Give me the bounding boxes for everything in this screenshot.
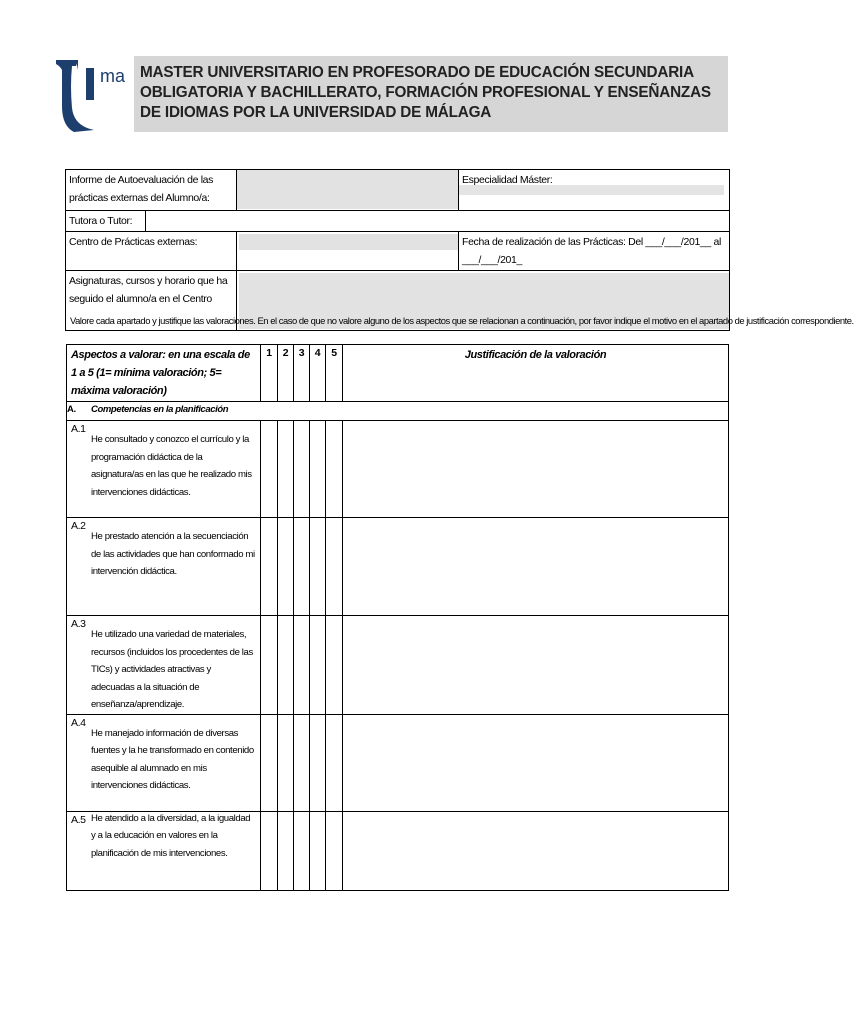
score-cell-5[interactable] — [326, 421, 343, 518]
evaluation-table — [66, 344, 729, 891]
page-title: MASTER UNIVERSITARIO EN PROFESORADO DE EDUCACIÓN SECUNDARIA OBLIGATORIA Y BACHILLERATO, FORMACIÓN PROFESIONAL Y ENSEÑANZAS DE IDIOMAS POR LA UNIVERSIDAD DE MÁLAGA — [140, 64, 711, 121]
item-id: A.3 — [71, 618, 86, 630]
section-letter: A. — [67, 404, 76, 415]
scale-header-4: 4 — [310, 345, 326, 402]
item-id: A.5 — [71, 813, 86, 826]
section-a-header — [67, 402, 729, 421]
score-cell-1[interactable] — [261, 714, 278, 811]
score-cell-4[interactable] — [310, 714, 326, 811]
header-band — [134, 56, 728, 132]
justification-cell[interactable] — [343, 421, 729, 518]
item-a1 — [67, 421, 261, 518]
score-cell-5[interactable] — [326, 616, 343, 715]
score-cell-4[interactable] — [310, 421, 326, 518]
university-logo — [54, 56, 134, 136]
table-row — [67, 811, 729, 890]
score-cell-1[interactable] — [261, 518, 278, 616]
score-cell-5[interactable] — [326, 714, 343, 811]
section-title: Competencias en la planificación — [91, 404, 229, 415]
centro-field[interactable] — [237, 232, 459, 271]
score-cell-2[interactable] — [278, 811, 294, 890]
justification-header: Justificación de la valoración — [343, 345, 729, 402]
score-cell-1[interactable] — [261, 811, 278, 890]
fecha-cell[interactable] — [459, 232, 730, 271]
score-cell-5[interactable] — [326, 811, 343, 890]
score-cell-4[interactable] — [310, 811, 326, 890]
scale-header-5: 5 — [326, 345, 343, 402]
score-cell-3[interactable] — [294, 811, 310, 890]
item-id: A.1 — [71, 423, 86, 435]
fecha-label: Fecha de realización de las Prácticas: — [462, 236, 626, 248]
score-cell-1[interactable] — [261, 421, 278, 518]
score-cell-2[interactable] — [278, 421, 294, 518]
score-cell-2[interactable] — [278, 518, 294, 616]
informe-field[interactable] — [237, 170, 459, 211]
justification-cell[interactable] — [343, 714, 729, 811]
scale-header-3: 3 — [294, 345, 310, 402]
tutor-label: Tutora o Tutor: — [66, 211, 146, 232]
table-row — [67, 518, 729, 616]
asignaturas-label: Asignaturas, cursos y horario que ha seguido el alumno/a en el Centro — [66, 271, 237, 331]
svg-text:ma: ma — [100, 66, 126, 86]
item-text: He prestado atención a la secuenciación de las actividades que han conformado mi intervención didáctica. — [91, 531, 255, 577]
score-cell-3[interactable] — [294, 421, 310, 518]
item-text: He consultado y conozco el currículo y la programación didáctica de la asignatura/as en las que he realizado mis intervenciones didácticas. — [91, 434, 252, 498]
score-cell-5[interactable] — [326, 518, 343, 616]
table-row — [67, 616, 729, 715]
score-cell-2[interactable] — [278, 714, 294, 811]
table-row — [67, 714, 729, 811]
item-id: A.2 — [71, 520, 86, 532]
item-id: A.4 — [71, 716, 86, 729]
informe-label: Informe de Autoevaluación de las prácticas externas del Alumno/a: — [66, 170, 237, 211]
score-cell-1[interactable] — [261, 616, 278, 715]
item-text: He manejado información de diversas fuentes y la he transformado en contenido asequible al alumnado en mis intervenciones didácticas. — [91, 727, 254, 791]
especialidad-cell[interactable] — [459, 170, 730, 211]
fecha-value: Del ___/___/201__ al ___/___/201_ — [462, 236, 721, 266]
item-a5 — [67, 811, 261, 890]
item-text: He utilizado una variedad de materiales, recursos (incluidos los procedentes de las TICs) y actividades atractivas y adecuadas a la situación de enseñanza/aprendizaje. — [91, 629, 253, 710]
scale-header-1: 1 — [261, 345, 278, 402]
instructions-note: Valore cada apartado y justifique las valoraciones. En el caso de que no valore alguno de los aspectos que se relacionan a continuación, por favor indique el motivo en el apartado de justificación correspondiente. — [70, 315, 854, 326]
score-cell-3[interactable] — [294, 616, 310, 715]
tutor-field[interactable] — [146, 211, 730, 232]
score-cell-4[interactable] — [310, 518, 326, 616]
item-text: He atendido a la diversidad, a la igualdad y a la educación en valores en la planificación de mis intervenciones. — [91, 812, 251, 859]
item-a2 — [67, 518, 261, 616]
justification-cell[interactable] — [343, 518, 729, 616]
aspects-header: Aspectos a valorar: en una escala de 1 a 5 (1= mínima valoración; 5= máxima valoración) — [67, 345, 261, 402]
item-a3 — [67, 616, 261, 715]
score-cell-3[interactable] — [294, 714, 310, 811]
table-row — [67, 421, 729, 518]
score-cell-4[interactable] — [310, 616, 326, 715]
justification-cell[interactable] — [343, 616, 729, 715]
score-cell-3[interactable] — [294, 518, 310, 616]
score-cell-2[interactable] — [278, 616, 294, 715]
scale-header-2: 2 — [278, 345, 294, 402]
centro-label: Centro de Prácticas externas: — [66, 232, 237, 271]
item-a4 — [67, 714, 261, 811]
info-table — [65, 169, 730, 331]
justification-cell[interactable] — [343, 811, 729, 890]
especialidad-label: Especialidad Máster: — [462, 174, 553, 186]
